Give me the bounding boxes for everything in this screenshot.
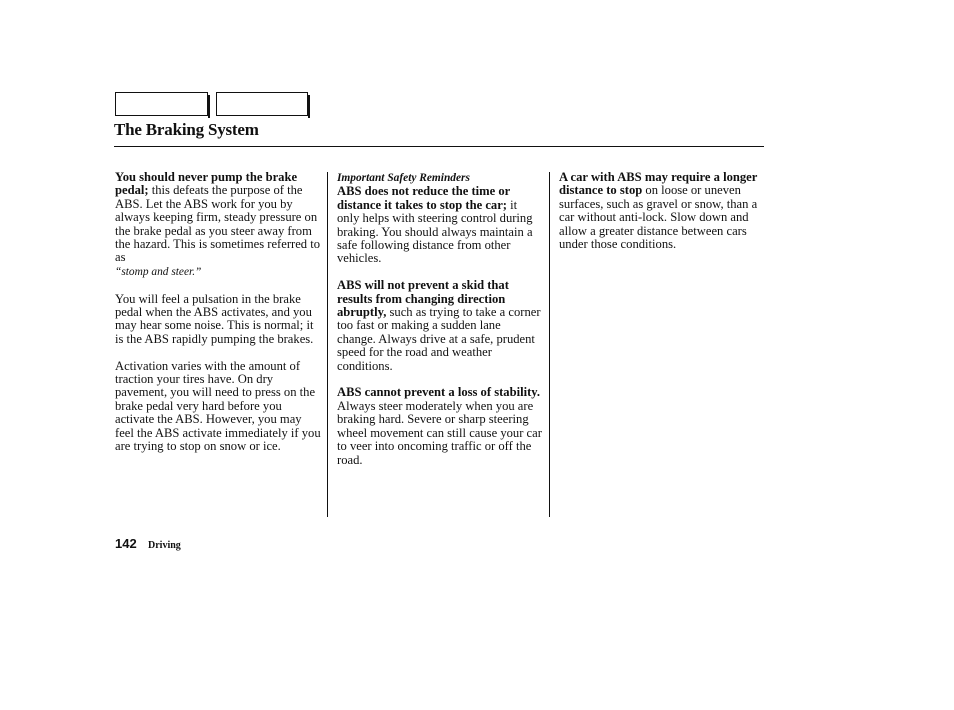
page-number: 142	[115, 536, 137, 551]
col3-paragraph-1	[559, 171, 764, 251]
column-divider-1	[327, 172, 328, 517]
column-2	[337, 171, 542, 480]
column-3	[559, 171, 764, 265]
col2-p1-bold: ABS does not reduce the time or distance it takes to stop the car;	[337, 184, 511, 212]
col1-paragraph-2: You will feel a pulsation in the brake pedal when the ABS activates, and you may hear some noise. This is normal; it is the ABS rapidly pumping the brakes.	[115, 291, 314, 346]
title-rule	[114, 146, 764, 147]
col1-paragraph-1	[115, 171, 321, 279]
col3-p1-bold: A car with ABS may require a longer distance to stop	[559, 170, 758, 198]
col2-paragraph-1	[337, 185, 542, 265]
col2-p3-text: Always steer moderately when you are braking hard. Severe or sharp steering wheel movement can still cause your car to veer into oncoming traffic or off the road.	[337, 398, 542, 467]
col3-p1-text: on loose or uneven surfaces, such as gravel or snow, than a car without anti-lock. Slow down and allow a greater distance between cars under those conditions.	[559, 183, 758, 252]
col1-p1-bold: You should never pump the brake pedal;	[115, 170, 298, 198]
header-tab-box-1	[115, 92, 208, 116]
column-1	[115, 171, 321, 467]
col1-paragraph-3: Activation varies with the amount of traction your tires have. On dry pavement, you will need to press on the brake pedal very hard before you activate the ABS. However, you may feel the ABS activate immediately if you are trying to stop on snow or ice.	[115, 358, 321, 454]
col1-p1-quote: “stomp and steer.”	[115, 265, 202, 278]
section-name: Driving	[148, 540, 181, 551]
col2-p2-text: such as trying to take a corner too fast or making a sudden lane change. Always drive at a safe, prudent speed for the road and weather conditions.	[337, 305, 541, 373]
col2-p3-bold: ABS cannot prevent a loss of stability.	[337, 385, 541, 400]
page-title: The Braking System	[114, 120, 259, 139]
col2-paragraph-2	[337, 279, 542, 373]
column-divider-2	[549, 172, 550, 517]
col2-subheading: Important Safety Reminders	[337, 172, 470, 184]
col2-p1-text: it only helps with steering control during braking. You should always maintain a safe following distance from other vehicles.	[337, 197, 533, 266]
col1-p1-text: this defeats the purpose of the ABS. Let the ABS work for you by always keeping firm, steady pressure on the brake pedal as you steer away from the hazard. This is sometimes referred to as	[115, 183, 321, 265]
col2-paragraph-3	[337, 386, 542, 466]
col2-p2-bold: ABS will not prevent a skid that results from changing direction abruptly,	[337, 278, 509, 320]
header-tab-box-2	[216, 92, 308, 116]
